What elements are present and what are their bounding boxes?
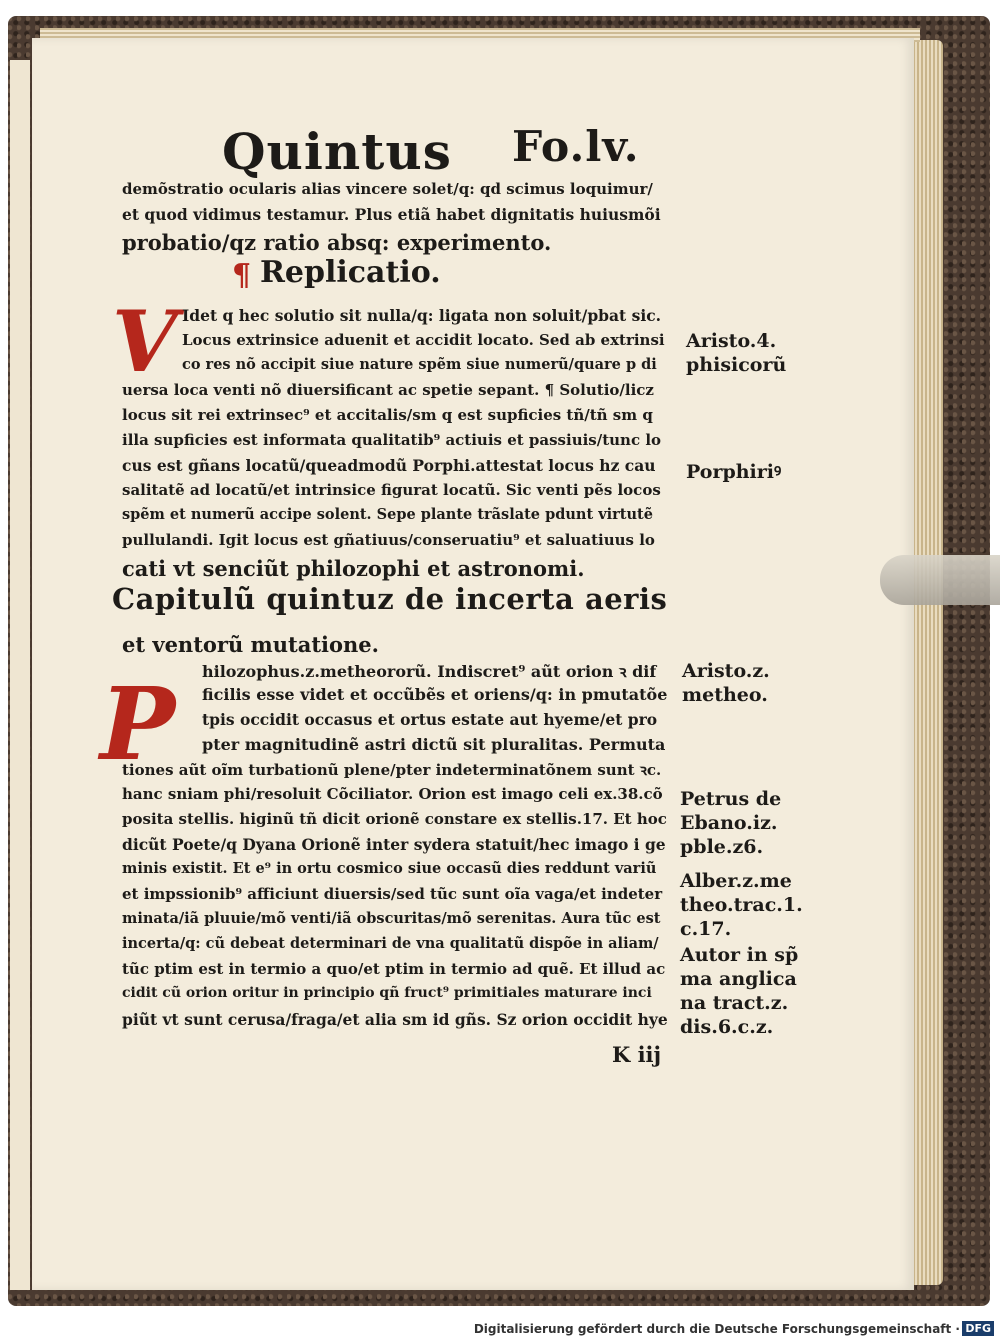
initial-letter-p: P [100,665,176,783]
chapter-line: tpis occidit occasus et ortus estate aut hyeme/et pro [202,710,658,729]
marginal-note: Aristo.4. [686,330,777,352]
chapter-title: Capitulũ quintuz de incerta aeris [112,582,668,616]
paragraph-mark: ¶ [232,258,252,293]
replicatio-line: spẽm et numerũ accipe solent. Sepe plante trãslate pdunt virtutẽ [122,506,653,523]
chapter-line: hanc sniam phi/resoluit Cõciliator. Orion est imago celi ex.38.cõ [122,785,663,803]
chapter-line: ficilis esse videt et occũbẽs et oriens/q: in pmutatõe [202,685,668,704]
chapter-line: dicũt Poete/q Dyana Orionẽ inter sydera statuit/hec imago i ge [122,835,666,854]
replicatio-line: cati vt senciũt philozophi et astronomi. [122,556,585,581]
marginal-note: dis.6.c.z. [680,1016,774,1038]
left-page-edge [10,60,30,1290]
chapter-line: minis existit. Et e⁹ in ortu cosmico siue occasũ dies reddunt variũ [122,860,657,877]
intro-line-2: et quod vidimus testamur. Plus etiã habet dignitatis huiusmõi [122,205,661,224]
dfg-logo: DFG [962,1321,994,1336]
chapter-line: pter magnitudinẽ astri dictũ sit pluralitas. Permuta [202,735,666,754]
marginal-note: ma anglica [680,968,797,990]
chapter-subtitle: et ventorũ mutatione. [122,632,379,657]
page-clip [880,555,1000,605]
chapter-line: hilozophus.z.metheororũ. Indiscret⁹ aũt orion ꝛ dif [202,662,657,681]
chapter-line: posita stellis. higinũ tñ dicit orionẽ constare ex stellis.17. Et hoc [122,810,667,828]
replicatio-line: Locus extrinsice aduenit et accidit locato. Sed ab extrinsi [182,331,665,349]
marginal-note: na tract.z. [680,992,789,1014]
replicatio-line: salitatẽ ad locatũ/et intrinsice figurat locatũ. Sic venti pẽs locos [122,481,661,499]
replicatio-line: co res nõ accipit siue nature spẽm siue numerũ/quare p di [182,356,657,373]
marginal-note: phisicorũ [686,354,787,376]
chapter-line: tũc ptim est in termio a quo/et ptim in termio ad quẽ. Et illud ac [122,960,666,978]
signature-mark: K iij [612,1042,662,1067]
chapter-line: piũt vt sunt cerusa/fraga/et alia sm id gñs. Sz orion occidit hye [122,1010,668,1029]
replicatio-line: cus est gñans locatũ/queadmodũ Porphi.attestat locus hz cau [122,456,656,475]
chapter-line: et impssionib⁹ afficiunt diuersis/sed tũc sunt oĩa vaga/et indeter [122,885,663,903]
folio-number: Fo.lv. [512,122,640,172]
marginal-note: pble.z6. [680,836,764,858]
marginal-note: c.17. [680,918,732,940]
marginal-note: metheo. [682,684,768,706]
digitization-footer [0,1320,1000,1340]
replicatio-line: Idet q hec solutio sit nulla/q: ligata non soluit/pbat sic. [182,306,662,325]
initial-letter-v: V [112,292,178,391]
replicatio-line: locus sit rei extrinsec⁹ et accitalis/sm q est supficies tñ/tñ sm q [122,406,653,424]
replicatio-line: pullulandi. Igit locus est gñatiuus/conseruatiu⁹ et saluatiuus lo [122,531,655,549]
marginal-note: theo.trac.1. [680,894,803,916]
marginal-note: Ebano.iz. [680,812,778,834]
replicatio-line: uersa loca venti nõ diuersificant ac spetie sepant. ¶ Solutio/licz [122,381,654,399]
chapter-line: incerta/q: cũ debeat determinari de vna qualitatũ dispõe in aliam/ [122,935,659,952]
chapter-line: cidit cũ orion oritur in principio qñ fruct⁹ primitiales maturare inci [122,985,652,1001]
intro-line-3: probatio/qz ratio absq: experimento. [122,230,552,255]
section-heading-replicatio: Replicatio. [260,255,441,290]
chapter-line: tiones aũt oĩm turbationũ plene/pter indeterminatõnem sunt ꝛc. [122,761,662,779]
chapter-line: minata/iã pluuie/mõ venti/iã obscuritas/mõ serenitas. Aura tũc est [122,910,661,927]
replicatio-line: illa supficies est informata qualitatib⁹ actiuis et passiuis/tunc lo [122,431,662,449]
marginal-note: Aristo.z. [682,660,770,682]
footer-credit: Digitalisierung gefördert durch die Deutsche Forschungsgemeinschaft · [473,1322,960,1336]
running-header-left: Quintus [222,122,452,181]
marginal-note: Alber.z.me [680,870,792,892]
marginal-note: Porphiriꝰ [686,461,782,483]
marginal-note: Petrus de [680,788,782,810]
intro-line-1: demõstratio ocularis alias vincere solet/q: qd scimus loquimur/ [122,180,653,198]
marginal-note: Autor in sp̃ [680,944,799,966]
